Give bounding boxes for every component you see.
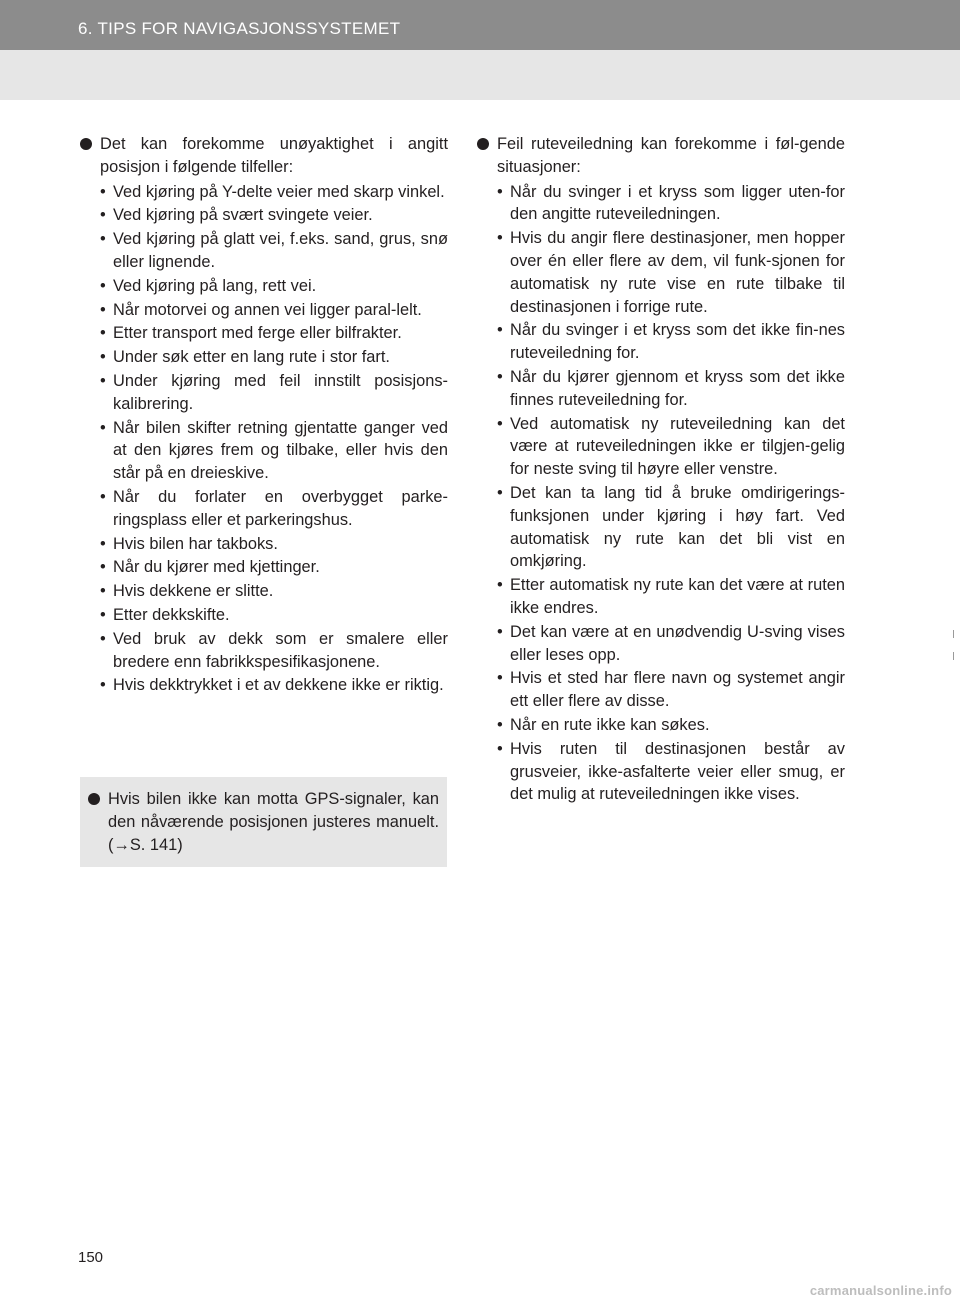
list-item-text: Etter transport med ferge eller bilfrakter. xyxy=(113,324,402,343)
bullet-dot-icon: • xyxy=(100,348,106,367)
list-item-text: Når motorvei og annen vei ligger paral-lelt. xyxy=(113,300,422,319)
list-item xyxy=(80,628,448,674)
list-item-text: Ved kjøring på glatt vei, f.eks. sand, grus, snø eller lignende. xyxy=(113,230,448,271)
list-item-text: Når en rute ikke kan søkes. xyxy=(510,715,710,734)
filled-circle-bullet-icon xyxy=(477,138,489,150)
list-item xyxy=(80,604,448,627)
left-bullet-list xyxy=(80,181,448,698)
edge-tick xyxy=(953,630,954,638)
chapter-title: 6. TIPS FOR NAVIGASJONSSYSTEMET xyxy=(78,19,401,38)
list-item xyxy=(477,714,845,737)
list-item xyxy=(477,413,845,481)
list-item-text: Når du svinger i et kryss som ligger uten-for den angitte ruteveiledningen. xyxy=(510,182,845,224)
bullet-dot-icon: • xyxy=(497,576,503,595)
list-item xyxy=(477,482,845,573)
bullet-dot-icon: • xyxy=(100,534,106,553)
list-item-text: Det kan ta lang tid å bruke omdirigerings-funksjonen under kjøring i høy fart. Ved automatisk ny rute kan det bli vist en omkjøring. xyxy=(510,483,845,571)
list-item-text: Hvis ruten til destinasjonen består av grusveier, ikke-asfalterte veier eller smug, er det mulig at ruteveiledningen ikke vises. xyxy=(510,739,845,804)
header-band xyxy=(0,50,960,100)
bullet-dot-icon: • xyxy=(100,676,106,695)
right-lead-paragraph xyxy=(477,133,845,179)
bullet-dot-icon: • xyxy=(100,558,106,577)
list-item-text: Etter automatisk ny rute kan det være at ruten ikke endres. xyxy=(510,576,845,617)
left-column xyxy=(80,133,448,698)
list-item xyxy=(80,275,448,298)
bullet-dot-icon: • xyxy=(497,182,503,201)
list-item xyxy=(80,486,448,532)
list-item-text: Når du kjører med kjettinger. xyxy=(113,558,320,577)
bullet-dot-icon: • xyxy=(497,414,503,433)
list-item-text: Ved kjøring på lang, rett vei. xyxy=(113,276,317,295)
list-item-text: Ved kjøring på svært svingete veier. xyxy=(113,206,373,225)
list-item-text: Hvis bilen har takboks. xyxy=(113,534,278,553)
list-item-text: Når du svinger i et kryss som det ikke fin-nes ruteveiledning for. xyxy=(510,321,845,363)
list-item xyxy=(80,370,448,416)
right-bullet-list xyxy=(477,181,845,807)
list-item xyxy=(80,674,448,697)
list-item xyxy=(80,204,448,227)
list-item-text: Hvis dekktrykket i et av dekkene ikke er riktig. xyxy=(113,676,444,695)
watermark-text: carmanualsonline.info xyxy=(809,1283,952,1298)
left-lead-paragraph xyxy=(80,133,448,179)
list-item-text: Etter dekkskifte. xyxy=(113,605,230,624)
list-item xyxy=(80,533,448,556)
list-item-text: Når du forlater en overbygget parke-ringsplass eller et parkeringshus. xyxy=(113,487,448,529)
bullet-dot-icon: • xyxy=(497,739,503,758)
list-item-text: Hvis dekkene er slitte. xyxy=(113,582,274,601)
list-item-text: Under kjøring med feil innstilt posisjons-kalibrering. xyxy=(113,371,448,413)
bullet-dot-icon: • xyxy=(100,605,106,624)
list-item-text: Når du kjører gjennom et kryss som det ikke finnes ruteveiledning for. xyxy=(510,367,845,409)
bullet-dot-icon: • xyxy=(100,629,106,648)
page-number: 150 xyxy=(78,1249,104,1266)
bullet-dot-icon: • xyxy=(497,229,503,248)
filled-circle-bullet-icon xyxy=(80,138,92,150)
list-item xyxy=(80,580,448,603)
note-box xyxy=(80,777,447,867)
filled-circle-bullet-icon xyxy=(88,793,100,805)
list-item-text: Det kan være at en unødvendig U-sving vises eller leses opp. xyxy=(510,622,845,664)
list-item-text: Når bilen skifter retning gjentatte ganger ved at den kjøres frem og tilbake, eller hvis den står på en dreieskive. xyxy=(113,418,448,483)
list-item xyxy=(477,621,845,667)
list-item-text: Under søk etter en lang rute i stor fart. xyxy=(113,348,390,367)
bullet-dot-icon: • xyxy=(497,367,503,386)
list-item xyxy=(80,181,448,204)
list-item xyxy=(477,181,845,227)
bullet-dot-icon: • xyxy=(497,669,503,688)
chapter-header-bar xyxy=(0,0,960,50)
bullet-dot-icon: • xyxy=(100,487,106,506)
bullet-dot-icon: • xyxy=(497,483,503,502)
right-lead-text: Feil ruteveiledning kan forekomme i føl-gende situasjoner: xyxy=(497,135,845,176)
list-item-text: Ved bruk av dekk som er smalere eller bredere enn fabrikkspesifikasjonene. xyxy=(113,629,448,671)
list-item-text: Hvis et sted har flere navn og systemet angir ett eller flere av disse. xyxy=(510,669,845,711)
list-item xyxy=(477,738,845,806)
bullet-dot-icon: • xyxy=(497,321,503,340)
list-item xyxy=(477,667,845,713)
list-item xyxy=(477,319,845,365)
bullet-dot-icon: • xyxy=(100,276,106,295)
bullet-dot-icon: • xyxy=(100,206,106,225)
list-item xyxy=(80,346,448,369)
list-item-text: Hvis du angir flere destinasjoner, men hopper over én eller flere av dem, vil funk-sjonen for automatisk ny rute vise en rute tilbake til destinasjonen i forrige rute. xyxy=(510,229,845,316)
list-item xyxy=(80,556,448,579)
list-item xyxy=(80,322,448,345)
list-item xyxy=(80,417,448,485)
list-item-text: Ved automatisk ny ruteveiledning kan det være at ruteveiledningen ikke er tilgjen-gelig for neste sving til høyre eller venstre. xyxy=(510,414,845,479)
list-item-text: Ved kjøring på Y-delte veier med skarp vinkel. xyxy=(113,182,445,201)
edge-tick xyxy=(953,652,954,660)
bullet-dot-icon: • xyxy=(100,582,106,601)
list-item xyxy=(477,227,845,318)
left-lead-text: Det kan forekomme unøyaktighet i angitt posisjon i følgende tilfeller: xyxy=(100,135,448,176)
note-paragraph xyxy=(88,788,439,856)
note-text: Hvis bilen ikke kan motta GPS-signaler, kan den nåværende posisjonen justeres manuelt. (→S. 141) xyxy=(108,790,439,854)
list-item xyxy=(80,299,448,322)
bullet-dot-icon: • xyxy=(497,622,503,641)
list-item xyxy=(477,366,845,412)
bullet-dot-icon: • xyxy=(100,230,106,249)
bullet-dot-icon: • xyxy=(100,324,106,343)
bullet-dot-icon: • xyxy=(100,182,106,201)
right-column xyxy=(477,133,845,807)
list-item xyxy=(80,228,448,274)
bullet-dot-icon: • xyxy=(100,418,106,437)
list-item xyxy=(477,574,845,620)
bullet-dot-icon: • xyxy=(100,300,106,319)
bullet-dot-icon: • xyxy=(497,715,503,734)
bullet-dot-icon: • xyxy=(100,371,106,390)
